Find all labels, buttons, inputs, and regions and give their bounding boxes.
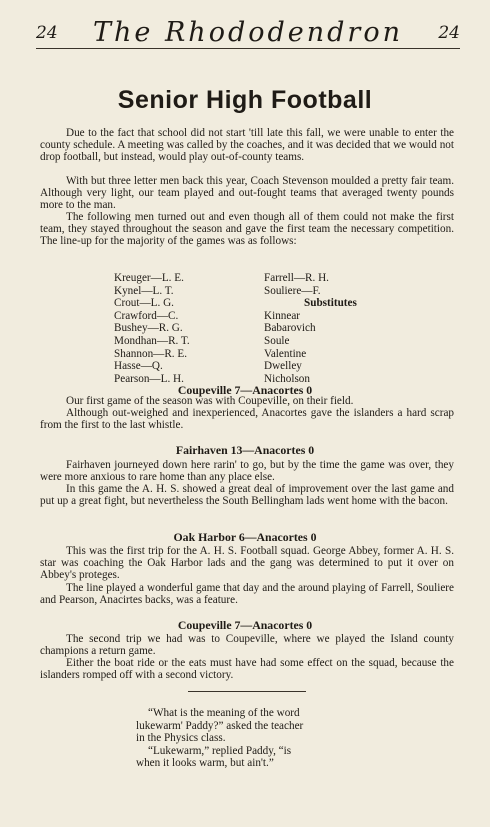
lineup-player: Shannon—R. E. xyxy=(114,347,188,360)
joke-line: when it looks warm, but ain't.” xyxy=(136,757,274,769)
substitute-player: Soule xyxy=(264,334,290,347)
lineup-player: Hasse—Q. xyxy=(114,360,163,373)
lineup-player: Crout—L. G. xyxy=(114,297,174,310)
game-paragraph: The second trip we had was to Coupeville, where we played the Island county champions a return game. xyxy=(40,633,454,657)
joke-block xyxy=(136,707,336,770)
game-paragraph: In this game the A. H. S. showed a great deal of improvement over the last game and put up a great fight, but nevertheless the South Bellingham lads went home with the bacon. xyxy=(40,483,454,507)
game-paragraph: Although out-weighed and inexperienced, Anacortes gave the islanders a hard scrap from the first to the last whistle. xyxy=(40,407,454,431)
substitute-player: Babarovich xyxy=(264,322,316,335)
lineup-player: Crawford—C. xyxy=(114,309,179,322)
lineup-player: Mondhan—R. T. xyxy=(114,334,190,347)
joke-line: lukewarm' Paddy?” asked the teacher xyxy=(136,719,304,732)
substitute-player: Dwelley xyxy=(264,360,302,373)
substitute-player: Valentine xyxy=(264,347,307,360)
intro-paragraph-3: The following men turned out and even though all of them could not make the first team, they stayed throughout the season and gave the first team the necessary competition. The line-up for the majority of the games was as follows: xyxy=(40,211,454,247)
game-heading: Coupeville 7—Anacortes 0 xyxy=(177,383,313,397)
joke-line: in the Physics class. xyxy=(136,732,226,744)
header-rule xyxy=(36,48,460,49)
lineup-player: Souliere—F. xyxy=(264,284,321,297)
intro-paragraph-1: Due to the fact that school did not start 'till late this fall, we were unable to enter the county schedule. A meeting was called by the coaches, and it was decided that we would not drop football, but instead, would play out-of-county teams. xyxy=(40,127,454,163)
joke-line: “What is the meaning of the word xyxy=(148,707,300,719)
game-heading: Coupeville 7—Anacortes 0 xyxy=(177,618,313,632)
game-paragraph: Fairhaven journeyed down here rarin' to go, but by the time the game was over, they were more anxious to rare home than any place else. xyxy=(40,459,454,483)
game-paragraph: Our first game of the season was with Coupeville, on their field. xyxy=(66,395,354,407)
running-title: The Rhododendron xyxy=(93,17,403,48)
page-number-right: 24 xyxy=(438,23,460,43)
game-paragraph: Either the boat ride or the eats must have had some effect on the squad, because the islanders romped off with a second victory. xyxy=(40,657,454,681)
lineup-right-column xyxy=(264,272,357,385)
lineup-player: Kreuger—L. E. xyxy=(114,272,184,284)
substitute-player: Kinnear xyxy=(264,309,301,322)
lineup-player: Farrell—R. H. xyxy=(264,272,329,284)
joke-line: “Lukewarm,” replied Paddy, “is xyxy=(148,744,292,757)
article-title: Senior High Football xyxy=(117,86,373,114)
substitute-player: Nicholson xyxy=(264,372,310,385)
lineup-player: Pearson—L. H. xyxy=(114,372,184,385)
intro-paragraph-2: With but three letter men back this year, Coach Stevenson moulded a pretty fair team. Although very light, our team played and out-fought teams that averaged twenty pounds more to the man. xyxy=(40,175,454,211)
lineup-player: Bushey—R. G. xyxy=(114,322,183,335)
lineup-player: Kynel—L. T. xyxy=(114,284,174,297)
section-divider xyxy=(188,691,306,692)
game-paragraph: The line played a wonderful game that day and the around playing of Farrell, Souliere and Pearson, Anacirtes backs, was a feature. xyxy=(40,582,454,606)
lineup-left-column xyxy=(114,272,190,385)
game-heading: Oak Harbor 6—Anacortes 0 xyxy=(173,530,317,544)
page-header xyxy=(36,14,460,48)
page-number-left: 24 xyxy=(36,23,58,43)
substitutes-heading: Substitutes xyxy=(304,297,357,310)
game-paragraph: This was the first trip for the A. H. S. Football squad. George Abbey, former A. H. S. star was coaching the Oak Harbor lads and the gang was determined to put it over on Abbey's proteges. xyxy=(40,545,454,581)
game-heading: Fairhaven 13—Anacortes 0 xyxy=(175,443,315,457)
